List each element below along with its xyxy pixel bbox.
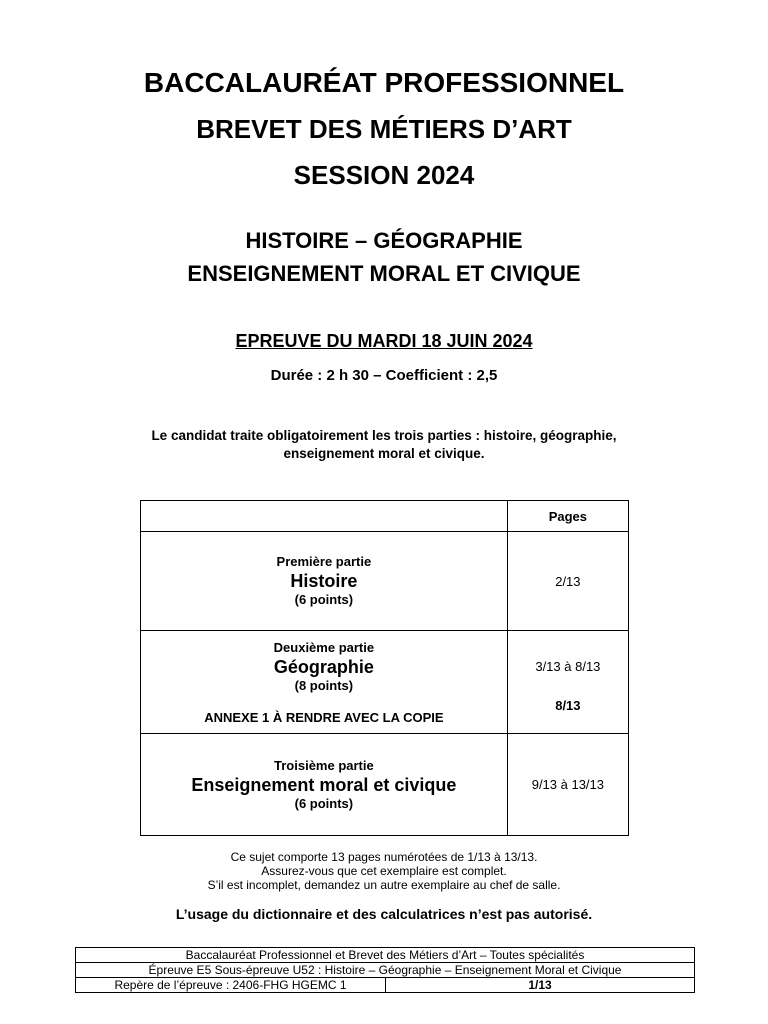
footer-row (76, 948, 695, 963)
part-pages: 2/13 (555, 573, 581, 589)
part-cell (141, 532, 508, 631)
exam-date: EPREUVE DU MARDI 18 JUIN 2024 (235, 331, 533, 351)
part-cell (141, 631, 508, 734)
notice-line: Assurez-vous que cet exemplaire est complet. (261, 864, 507, 878)
exam-duration: Durée : 2 h 30 – Coefficient : 2,5 (270, 367, 498, 384)
exam-session: SESSION 2024 (293, 160, 475, 190)
table-header-row (141, 501, 629, 532)
footer-table (75, 947, 695, 993)
subject-subtitle: ENSEIGNEMENT MORAL ET CIVIQUE (187, 261, 581, 286)
part-label: Troisième partie (274, 757, 374, 773)
exam-subtitle: BREVET DES MÉTIERS D’ART (196, 114, 572, 144)
calculator-warning: L’usage du dictionnaire et des calculatrices n’est pas autorisé. (175, 906, 593, 922)
part-points: (6 points) (294, 592, 354, 607)
footer-page-number: 1/13 (386, 978, 695, 993)
table-row (141, 734, 629, 836)
pages-cell (507, 631, 628, 734)
part-label: Première partie (276, 554, 372, 569)
part-pages: 9/13 à 13/13 (531, 777, 605, 792)
footer-row (76, 978, 695, 993)
part-label: Deuxième partie (273, 639, 375, 655)
notice-line: Ce sujet comporte 13 pages numérotées de 1/13 à 13/13. (230, 850, 538, 864)
annexe-pages: 8/13 (555, 698, 581, 713)
parts-table (140, 500, 629, 836)
part-pages: 3/13 à 8/13 (535, 659, 601, 674)
table-row (141, 631, 629, 734)
pages-cell (507, 532, 628, 631)
footer-row (76, 963, 695, 978)
subject-title: HISTOIRE – GÉOGRAPHIE (245, 228, 523, 253)
pages-cell (507, 734, 628, 836)
notice-line: S’il est incomplet, demandez un autre exemplaire au chef de salle. (207, 878, 561, 892)
instruction-line: enseignement moral et civique. (283, 446, 485, 461)
exam-title: BACCALAURÉAT PROFESSIONNEL (143, 67, 625, 98)
part-subject: Géographie (273, 656, 374, 677)
part-points: (6 points) (294, 795, 354, 811)
footer-subtest: Épreuve E5 Sous-épreuve U52 : Histoire – Géographie – Enseignement Moral et Civique (76, 963, 695, 978)
part-cell (141, 734, 508, 836)
part-points: (8 points) (294, 677, 354, 693)
table-row (141, 532, 629, 631)
annexe-note: ANNEXE 1 À RENDRE AVEC LA COPIE (204, 709, 444, 725)
footer-exam-name: Baccalauréat Professionnel et Brevet des Métiers d’Art – Toutes spécialités (76, 948, 695, 963)
instruction-line: Le candidat traite obligatoirement les trois parties : histoire, géographie, (151, 428, 617, 443)
table-header-empty (141, 501, 508, 532)
part-subject: Enseignement moral et civique (191, 774, 457, 795)
pages-column-header: Pages (507, 501, 628, 532)
page-count-notice (0, 850, 768, 892)
candidate-instruction (0, 427, 768, 463)
footer-reference: Repère de l’épreuve : 2406-FHG HGEMC 1 (76, 978, 386, 993)
part-subject: Histoire (290, 571, 358, 591)
